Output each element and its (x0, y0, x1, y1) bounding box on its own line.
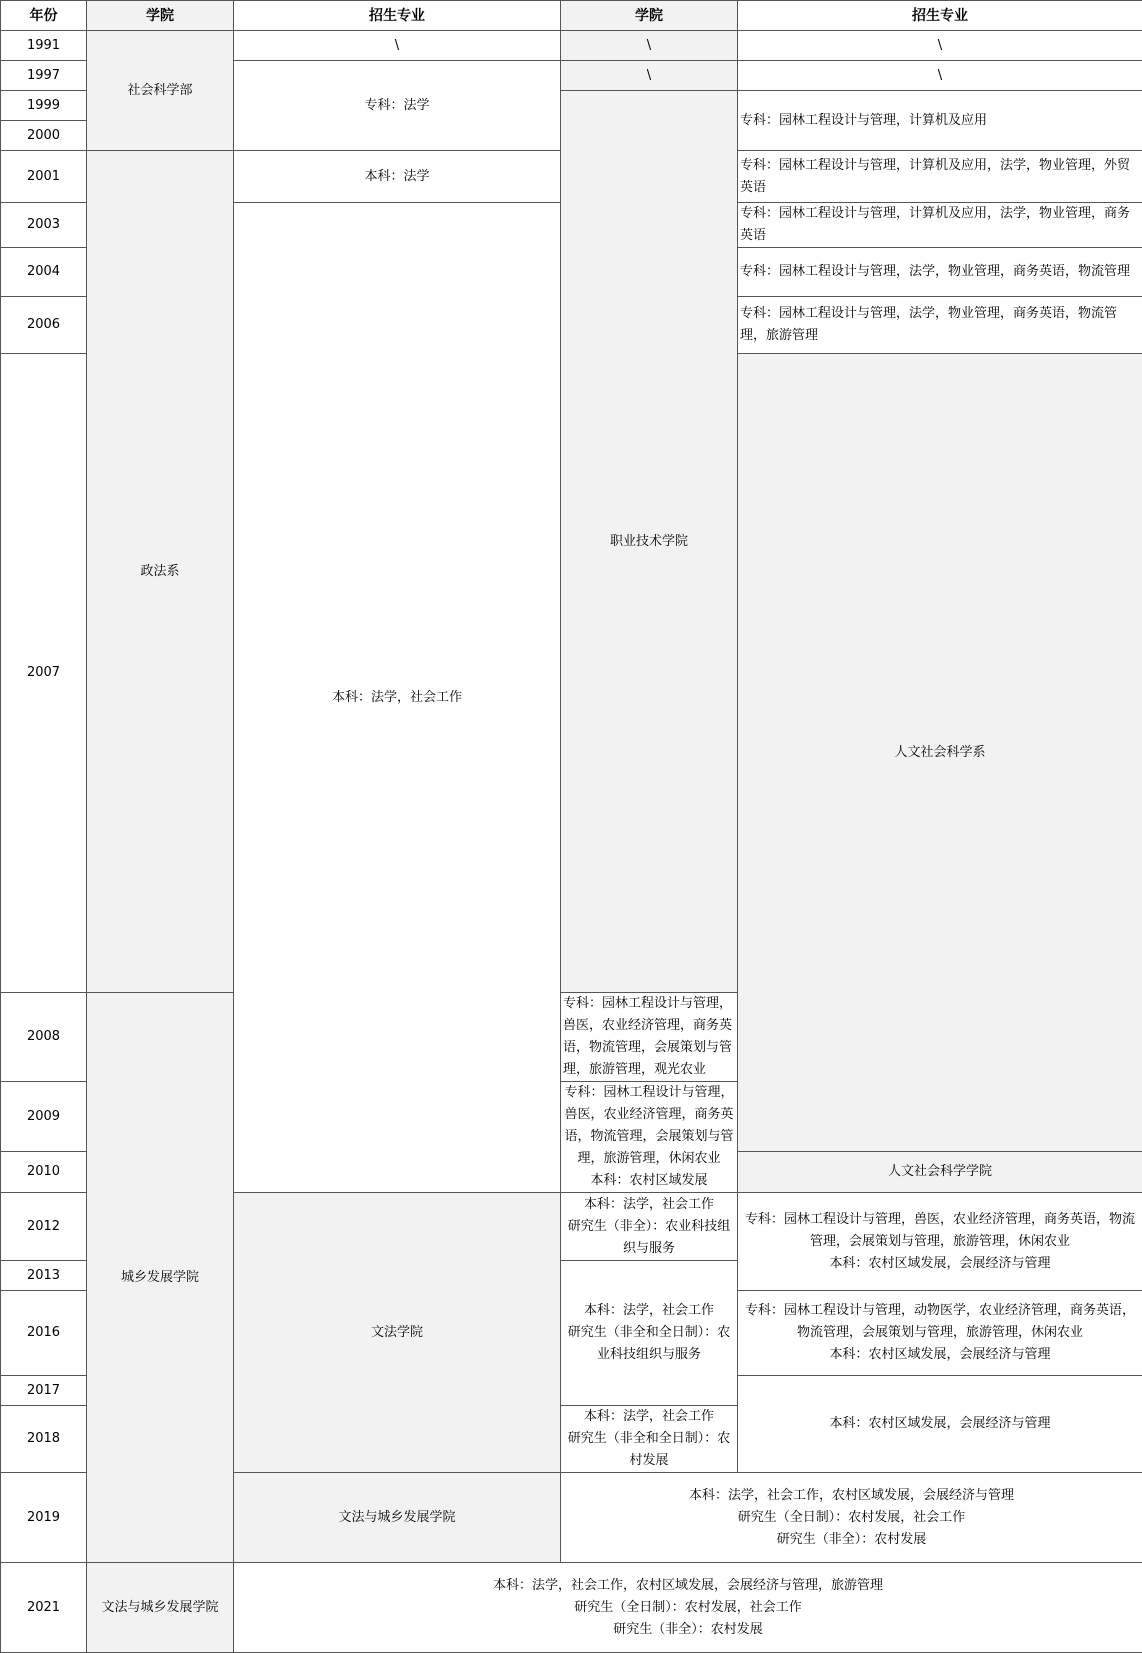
college-cell: 文法与城乡发展学院 (87, 1563, 234, 1653)
year-cell: 2001 (1, 151, 87, 203)
year-cell: 2017 (1, 1376, 87, 1406)
college-cell: 人文社会科学系 (738, 354, 1142, 1152)
year-cell: 2007 (1, 354, 87, 993)
college-b-cell: \ (561, 31, 738, 61)
year-cell: 1999 (1, 91, 87, 121)
year-cell: 2012 (1, 1193, 87, 1261)
year-cell: 2006 (1, 297, 87, 354)
majors-b-cell: 专科：园林工程设计与管理，兽医，农业经济管理，商务英语，物流管理，会展策划与管理，旅游管理，休闲农业 本科：农村区域发展 (561, 1082, 738, 1193)
year-cell: 2019 (1, 1473, 87, 1563)
table-row (1, 31, 1142, 61)
majors-b-cell: 专科：园林工程设计与管理，法学，物业管理，商务英语，物流管理，旅游管理 (738, 297, 1142, 354)
majors-cell: \ (234, 31, 561, 61)
majors-cell: 本科：法学 (234, 151, 561, 203)
table-row (1, 1563, 1142, 1653)
majors-cell: 专科：法学 (234, 61, 561, 151)
college-cell: 文法与城乡发展学院 (234, 1473, 561, 1563)
majors-b-cell: 专科：园林工程设计与管理，动物医学，农业经济管理，商务英语，物流管理，会展策划与管理，旅游管理，休闲农业 本科：农村区域发展，会展经济与管理 (738, 1291, 1142, 1376)
majors-b-cell: 本科：农村区域发展，会展经济与管理 (738, 1376, 1142, 1473)
year-cell: 2009 (1, 1082, 87, 1152)
year-cell: 2021 (1, 1563, 87, 1653)
majors-cell: 本科：法学，社会工作 (234, 203, 561, 1193)
year-cell: 2003 (1, 203, 87, 248)
majors-b-cell: 专科：园林工程设计与管理，兽医，农业经济管理，商务英语，物流管理，会展策划与管理，旅游管理，休闲农业 本科：农村区域发展，会展经济与管理 (738, 1193, 1142, 1291)
year-cell: 2016 (1, 1291, 87, 1376)
majors-b-cell: 专科：园林工程设计与管理，兽医，农业经济管理，商务英语，物流管理，会展策划与管理，旅游管理，观光农业 (561, 993, 738, 1082)
majors-b-cell: \ (738, 31, 1142, 61)
header-majors-2: 招生专业 (738, 1, 1142, 31)
majors-cell: 本科：法学，社会工作 研究生（非全）：农业科技组织与服务 (561, 1193, 738, 1261)
header-year: 年份 (1, 1, 87, 31)
year-cell: 2018 (1, 1406, 87, 1473)
college-cell: 人文社会科学学院 (738, 1152, 1142, 1193)
majors-cell: 本科：法学，社会工作 研究生（非全和全日制）：农业科技组织与服务 (561, 1261, 738, 1406)
header-college-2: 学院 (561, 1, 738, 31)
college-b-cell: 职业技术学院 (561, 91, 738, 993)
year-cell: 2000 (1, 121, 87, 151)
merged-majors-cell: 本科：法学，社会工作，农村区域发展，会展经济与管理，旅游管理 研究生（全日制）：农村发展，社会工作 研究生（非全）：农村发展 (234, 1563, 1142, 1653)
majors-cell: 本科：法学，社会工作 研究生（非全和全日制）：农村发展 (561, 1406, 738, 1473)
majors-b-cell: 专科：园林工程设计与管理，法学，物业管理，商务英语，物流管理 (738, 248, 1142, 297)
college-b-cell: 城乡发展学院 (87, 993, 234, 1563)
majors-b-cell: 专科：园林工程设计与管理，计算机及应用，法学，物业管理，商务英语 (738, 203, 1142, 248)
header-college: 学院 (87, 1, 234, 31)
year-cell: 2008 (1, 993, 87, 1082)
header-row (1, 1, 1142, 31)
year-cell: 1997 (1, 61, 87, 91)
majors-b-cell: 专科：园林工程设计与管理，计算机及应用，法学，物业管理，外贸英语 (738, 151, 1142, 203)
majors-b-cell: \ (738, 61, 1142, 91)
college-cell: 政法系 (87, 151, 234, 993)
year-cell: 1991 (1, 31, 87, 61)
year-cell: 2010 (1, 1152, 87, 1193)
header-majors: 招生专业 (234, 1, 561, 31)
college-b-cell: \ (561, 61, 738, 91)
majors-b-cell: 专科：园林工程设计与管理，计算机及应用 (738, 91, 1142, 151)
college-cell: 社会科学部 (87, 31, 234, 151)
merged-majors-cell: 本科：法学，社会工作，农村区域发展，会展经济与管理 研究生（全日制）：农村发展，社会工作 研究生（非全）：农村发展 (561, 1473, 1142, 1563)
year-cell: 2013 (1, 1261, 87, 1291)
year-cell: 2004 (1, 248, 87, 297)
college-cell: 文法学院 (234, 1193, 561, 1473)
